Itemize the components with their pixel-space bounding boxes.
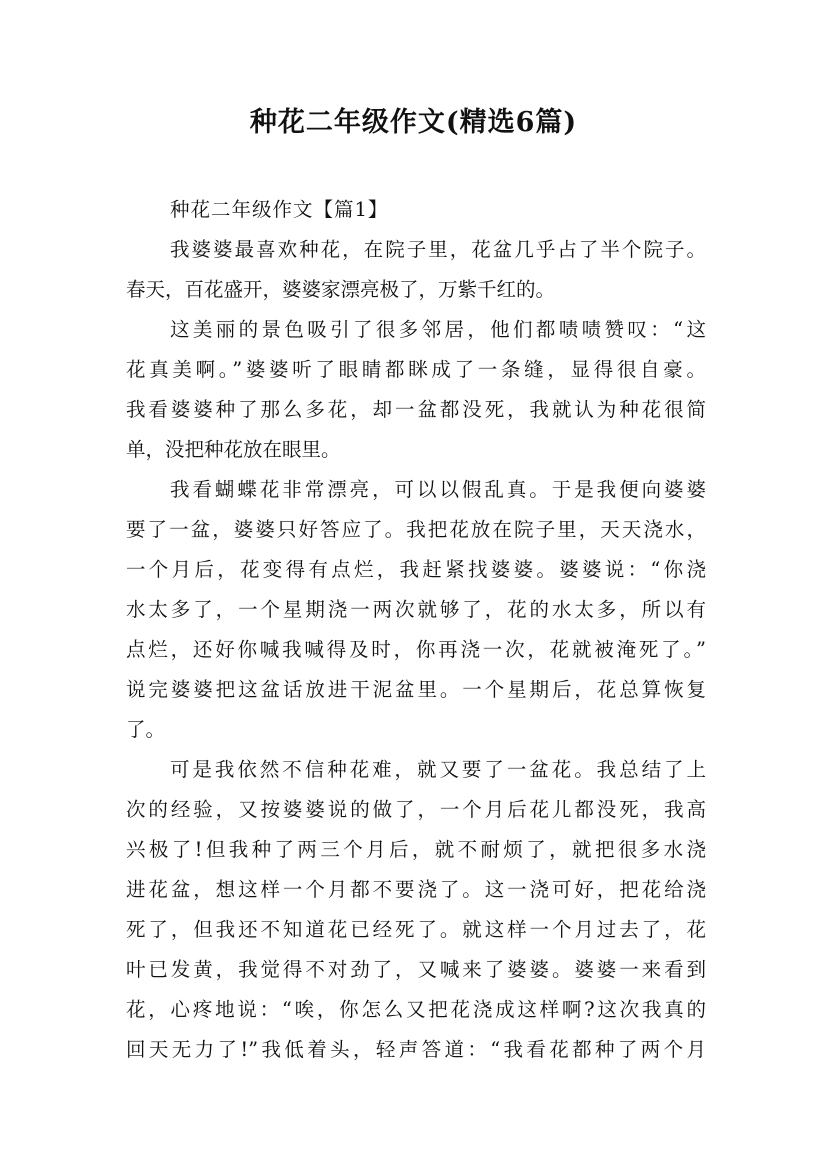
paragraph: [126, 230, 706, 310]
paragraph-line: 春天，百花盛开，婆婆家漂亮极了，万紫千红的。: [126, 278, 556, 301]
paragraph-line: 单，没把种花放在眼里。: [126, 438, 341, 461]
paragraph: [126, 750, 706, 1070]
paragraph-line: 可是我依然不信种花难，就又要了一盆花。我总结了上: [170, 758, 706, 781]
paragraph-line: 点烂，还好你喊我喊得及时，你再浇一次，花就被淹死了。”: [126, 638, 706, 661]
document-title: 种花二年级作文(精选6篇): [249, 107, 578, 138]
section-heading: 种花二年级作文【篇1】: [170, 198, 389, 221]
paragraph-line: 要了一盆，婆婆只好答应了。我把花放在院子里，天天浇水，: [126, 518, 706, 541]
paragraph-line: 我婆婆最喜欢种花，在院子里，花盆几乎占了半个院子。: [170, 238, 706, 261]
paragraph-line: 我看婆婆种了那么多花，却一盆都没死，我就认为种花很简: [126, 398, 706, 421]
paragraph-line: 死了，但我还不知道花已经死了。就这样一个月过去了，花: [126, 918, 706, 941]
document-body: [126, 190, 706, 1070]
paragraph-line: 水太多了，一个星期浇一两次就够了，花的水太多，所以有: [126, 598, 706, 621]
paragraph: [126, 310, 706, 470]
paragraph-line: 次的经验，又按婆婆说的做了，一个月后花儿都没死，我高: [126, 798, 706, 821]
paragraph-line: 这美丽的景色吸引了很多邻居，他们都啧啧赞叹：“这: [170, 318, 706, 341]
paragraph-line: 一个月后，花变得有点烂，我赶紧找婆婆。婆婆说：“你浇: [126, 558, 706, 581]
paragraph-line: 说完婆婆把这盆话放进干泥盆里。一个星期后，花总算恢复: [126, 678, 706, 701]
paragraph-line: 我看蝴蝶花非常漂亮，可以以假乱真。于是我便向婆婆: [170, 478, 706, 501]
paragraph-line: 进花盆，想这样一个月都不要浇了。这一浇可好，把花给浇: [126, 878, 706, 901]
paragraph-line: 花，心疼地说：“唉，你怎么又把花浇成这样啊?这次我真的: [126, 998, 706, 1021]
paragraph-line: 了。: [126, 718, 166, 741]
paragraph-line: 叶已发黄，我觉得不对劲了，又喊来了婆婆。婆婆一来看到: [126, 958, 706, 981]
paragraph: [126, 470, 706, 750]
paragraph-line: 兴极了!但我种了两三个月后，就不耐烦了，就把很多水浇: [126, 838, 706, 861]
paragraph-line: 回天无力了!”我低着头，轻声答道：“我看花都种了两个月: [126, 1038, 706, 1061]
paragraph-line: 花真美啊。”婆婆听了眼睛都眯成了一条缝，显得很自豪。: [126, 358, 706, 381]
